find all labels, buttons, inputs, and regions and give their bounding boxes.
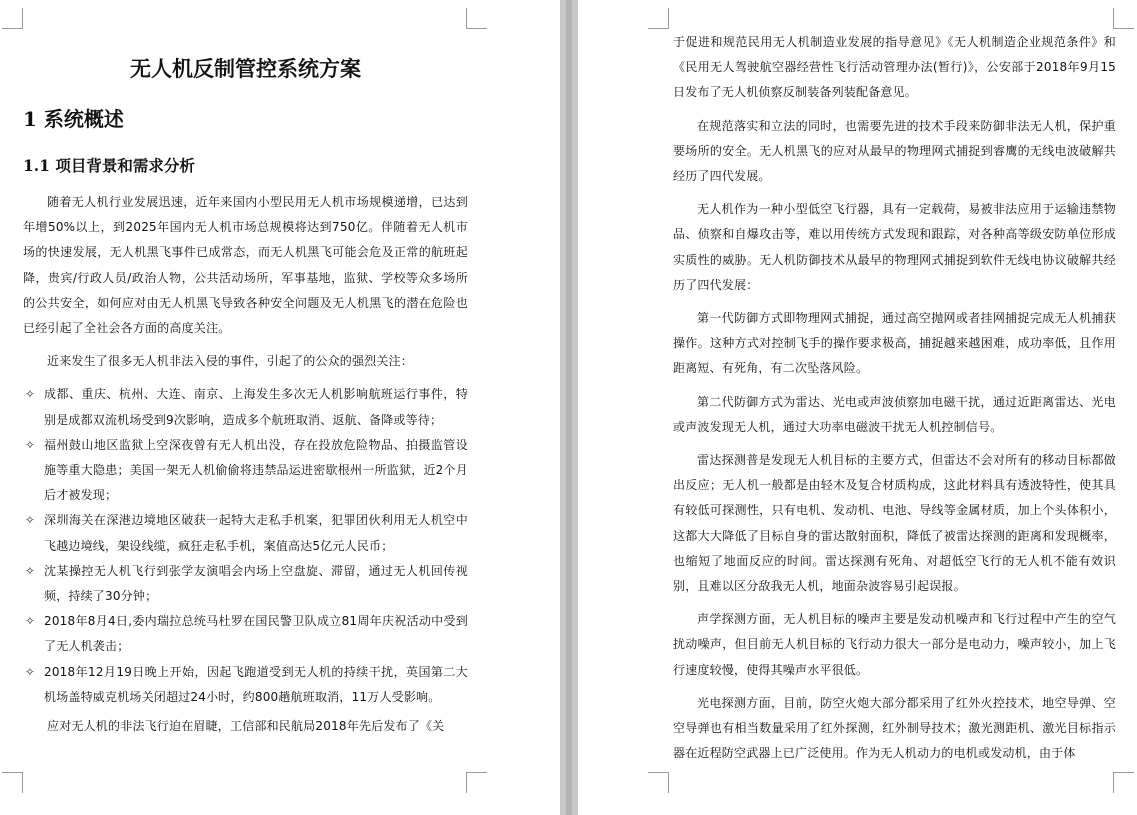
paragraph: 无人机作为一种小型低空飞行器，具有一定载荷，易被非法应用于运输违禁物品、侦察和自爆攻击等，难以用传统方式发现和跟踪，对各种高等级安防单位形成实质性的威胁。无人机防御技术从最早的物理网式捕捉到软件无线电协议破解共经历了四代发展： — [673, 202, 1116, 292]
crop-mark — [648, 772, 669, 793]
list-item: ✧ 2018年8月4日,委内瑞拉总统马杜罗在国民警卫队成立81周年庆祝活动中受到了无人机袭击； — [23, 609, 468, 659]
bullet-list — [23, 382, 468, 710]
page-gap — [560, 0, 578, 815]
crop-mark — [648, 8, 669, 29]
list-item: ✧ 沈某操控无人机飞行到张学友演唱会内场上空盘旋、滞留，通过无人机回传视频，持续了30分钟； — [23, 559, 468, 609]
crop-mark — [466, 8, 487, 29]
paragraph: 近来发生了很多无人机非法入侵的事件，引起了的公众的强烈关注： — [47, 354, 414, 369]
paragraph: 声学探测方面，无人机目标的噪声主要是发动机噪声和飞行过程中产生的空气扰动噪声，但目前无人机目标的飞行动力很大一部分是电动力，噪声较小，加上飞行速度较慢，使得其噪声水平很低。 — [673, 612, 1116, 677]
document-page-right — [578, 0, 1137, 815]
diamond-bullet-icon: ✧ — [24, 563, 36, 578]
paragraph: 光电探测方面，目前，防空火炮大部分都采用了红外火控技术，地空导弹、空空导弹也有相当数量采用了红外探测，红外制导技术；激光测距机、激光目标指示器在近程防空武器上已广泛使用。作为无人机动力的电机或发动机，由于体 — [673, 695, 1116, 761]
document-page-left — [0, 0, 560, 815]
list-item: ✧ 2018年12月19日晚上开始，因起飞跑道受到无人机的持续干扰，英国第二大机场盖特威克机场关闭超过24小时，约800趟航班取消，11万人受影响。 — [23, 660, 468, 710]
paragraph: 随着无人机行业发展迅速，近年来国内小型民用无人机市场规模递增，已达到年增50%以上，到2025年国内无人机市场总规模将达到750亿。伴随着无人机市场的快速发展，无人机黑飞事件已成常态，而无人机黑飞可能会危及正常的航班起降，贵宾/行政人员/政治人物，公共活动场所，军事基地，监狱、学校等众多场所的公共安全，如何应对由无人机黑飞导致各种安全问题及无人机黑飞的潜在危险也已经引起了全社会各方面的高度关注。 — [23, 195, 468, 336]
list-item: ✧ 深圳海关在深港边境地区破获一起特大走私手机案，犯罪团伙利用无人机空中飞越边境线，架设线缆，疯狂走私手机，案值高达5亿元人民币； — [23, 508, 468, 558]
diamond-bullet-icon: ✧ — [24, 614, 36, 629]
diamond-bullet-icon: ✧ — [24, 664, 36, 679]
paragraph: 第二代防御方式为雷达、光电或声波侦察加电磁干扰，通过近距离雷达、光电或声波发现无人机，通过大功率电磁波干扰无人机控制信号。 — [673, 394, 1116, 434]
page-content-left — [23, 48, 468, 747]
paragraph: 雷达探测普是发现无人机目标的主要方式，但雷达不会对所有的移动目标都做出反应；无人机一般都是由轻木及复合材质构成，这此材料具有透波特性，使其具有较低可探测性，只有电机、发动机、电池、导线等金属材质，加上个头体积小，这都大大降低了目标自身的雷达散射面积，降低了被雷达探测的距离和发现概率，也缩短了地面反应的时间。雷达探测有死角、对超低空飞行的无人机不能有效识别，且难以区分敌我无人机，地面杂波容易引起误报。 — [673, 453, 1116, 594]
diamond-bullet-icon: ✧ — [24, 513, 36, 528]
diamond-bullet-icon: ✧ — [24, 437, 36, 452]
diamond-bullet-icon: ✧ — [24, 387, 36, 402]
paragraph: 于促进和规范民用无人机制造业发展的指导意见》《无人机制造企业规范条件》和《民用无人驾驶航空器经营性飞行活动管理办法(暂行)》，公安部于2018年9月15日发布了无人机侦察反制装备列装配备意见。 — [673, 35, 1116, 100]
paragraph: 第一代防御方式即物理网式捕捉，通过高空抛网或者挂网捕捉完成无人机捕获操作。这种方式对控制飞手的操作要求极高，捕捉越来越困难，成功率低，且作用距离短、有死角，有二次坠落风险。 — [673, 311, 1116, 376]
crop-mark — [1113, 772, 1134, 793]
crop-mark — [2, 772, 23, 793]
crop-mark — [466, 772, 487, 793]
paragraph: 在规范落实和立法的同时，也需要先进的技术手段来防御非法无人机，保护重要场所的安全。无人机黑飞的应对从最早的物理网式捕捉到睿鹰的无线电波破解共经历了四代发展。 — [673, 118, 1116, 184]
document-title: 无人机反制管控系统方案 — [130, 56, 361, 81]
section-heading: 1 系统概述 — [23, 107, 124, 131]
crop-mark — [1113, 8, 1134, 29]
crop-mark — [2, 8, 23, 29]
list-item: ✧ 福州鼓山地区监狱上空深夜曾有无人机出没，存在投放危险物品、拍摄监管设施等重大隐患；美国一架无人机偷偷将违禁品运进密歇根州一所监狱，近2个月后才被发现； — [23, 433, 468, 509]
list-item: ✧ 成都、重庆、杭州、大连、南京、上海发生多次无人机影响航班运行事件，特别是成都双流机场受到9次影响，造成多个航班取消、返航、备降或等待； — [23, 382, 468, 432]
paragraph: 应对无人机的非法飞行迫在眉睫，工信部和民航局2018年先后发布了《关 — [47, 719, 445, 734]
page-content-right — [673, 30, 1116, 774]
subsection-heading: 1.1 项目背景和需求分析 — [23, 156, 195, 175]
